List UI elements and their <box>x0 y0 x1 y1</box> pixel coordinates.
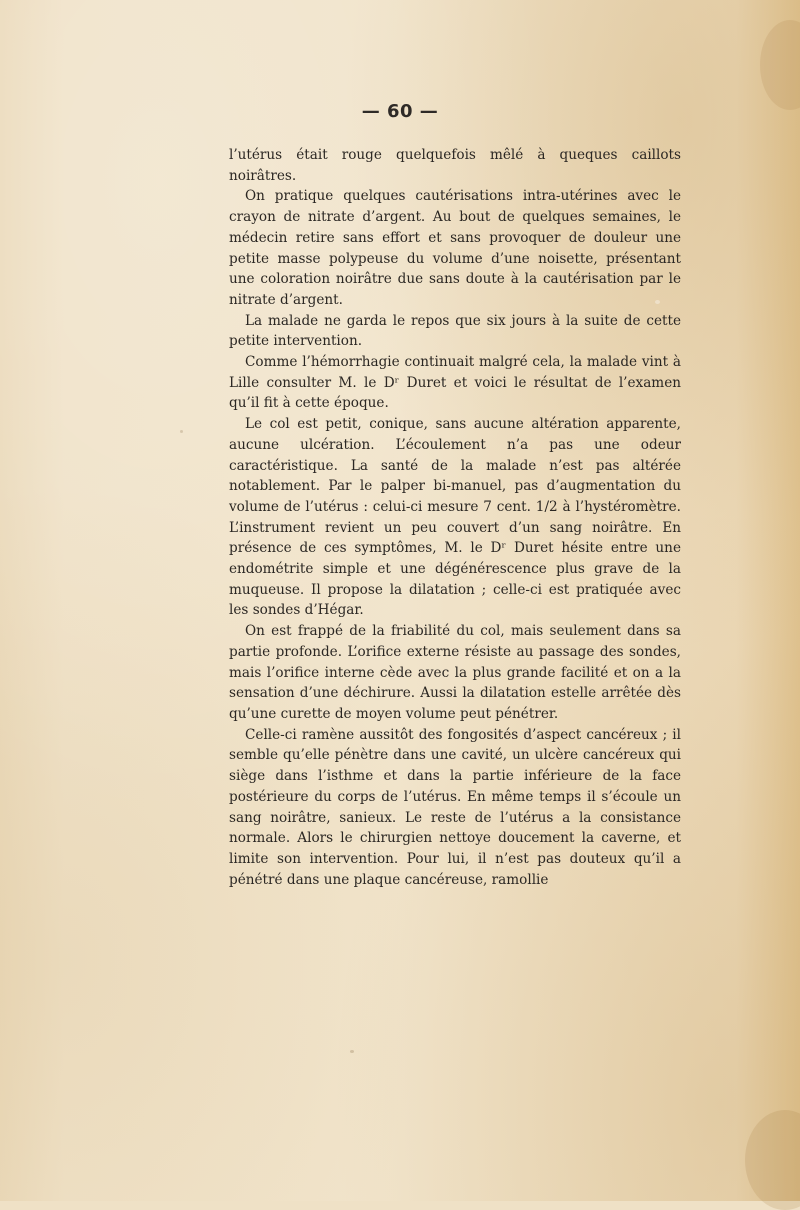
paragraph: On est frappé de la friabilité du col, mais seulement dans sa partie profonde. L’orifice externe résiste au passage des sondes, mais l’orifice interne cède avec la plus grande facilité et on a la sensation d’une déchirure. Aussi la dilatation estelle arrêtée dès qu’une curette de moyen volume peut pénétrer. <box>229 623 681 722</box>
page-number: — 60 — <box>361 101 439 122</box>
paragraph: La malade ne garda le repos que six jours à la suite de cette petite intervention. <box>229 312 681 350</box>
paragraph: Comme l’hémorrhagie continuait malgré cela, la malade vint à Lille consulter M. le Dʳ Duret et voici le résultat de l’examen qu’il fit à cette époque. <box>229 354 681 412</box>
paragraph: l’utérus était rouge quelquefois mêlé à queques caillots noirâtres. <box>229 147 681 184</box>
paper-speck <box>350 1050 354 1053</box>
paragraph: Le col est petit, conique, sans aucune altération apparente, aucune ulcération. L’écoulement n’a pas une odeur caractéristique. La santé de la malade n’est pas altérée notablement. Par le palper bi-manuel, pas d’augmentation du volume de l’utérus : celui-ci mesure 7 cent. 1/2 à l’hystéromètre. L’instrument revient un peu couvert d’un sang noirâtre. En présence de ces symptômes, M. le Dʳ Duret hésite entre une endométrite simple et une dégénérescence plus grave de la muqueuse. Il propose la dilatation ; celle-ci est pratiquée avec les sondes d’Hégar. <box>229 416 681 619</box>
paper-speck <box>180 430 183 433</box>
paper-stain <box>760 20 800 110</box>
paragraph: Celle-ci ramène aussitôt des fongosités d’aspect cancéreux ; il semble qu’elle pénètre dans une cavité, un ulcère cancéreux qui siège dans l’isthme et dans la partie inférieure de la face postérieure du corps de l’utérus. En même temps il s’écoule un sang noirâtre, sanieux. Le reste de l’utérus a la consistance normale. Alors le chirurgien nettoye doucement la caverne, et limite son intervention. Pour lui, il n’est pas douteux qu’il a pénétré dans une plaque cancéreuse, ramollie <box>229 726 681 888</box>
paragraph: On pratique quelques cautérisations intra-utérines avec le crayon de nitrate d’argent. Au bout de quelques semaines, le médecin retire sans effort et sans provoquer de douleur une petite masse polypeuse du volume d’une noisette, présentant une coloration noirâtre due sans doute à la cautérisation par le nitrate d’argent. <box>229 188 681 308</box>
paper-stain <box>745 1110 800 1210</box>
body-text <box>229 145 681 890</box>
